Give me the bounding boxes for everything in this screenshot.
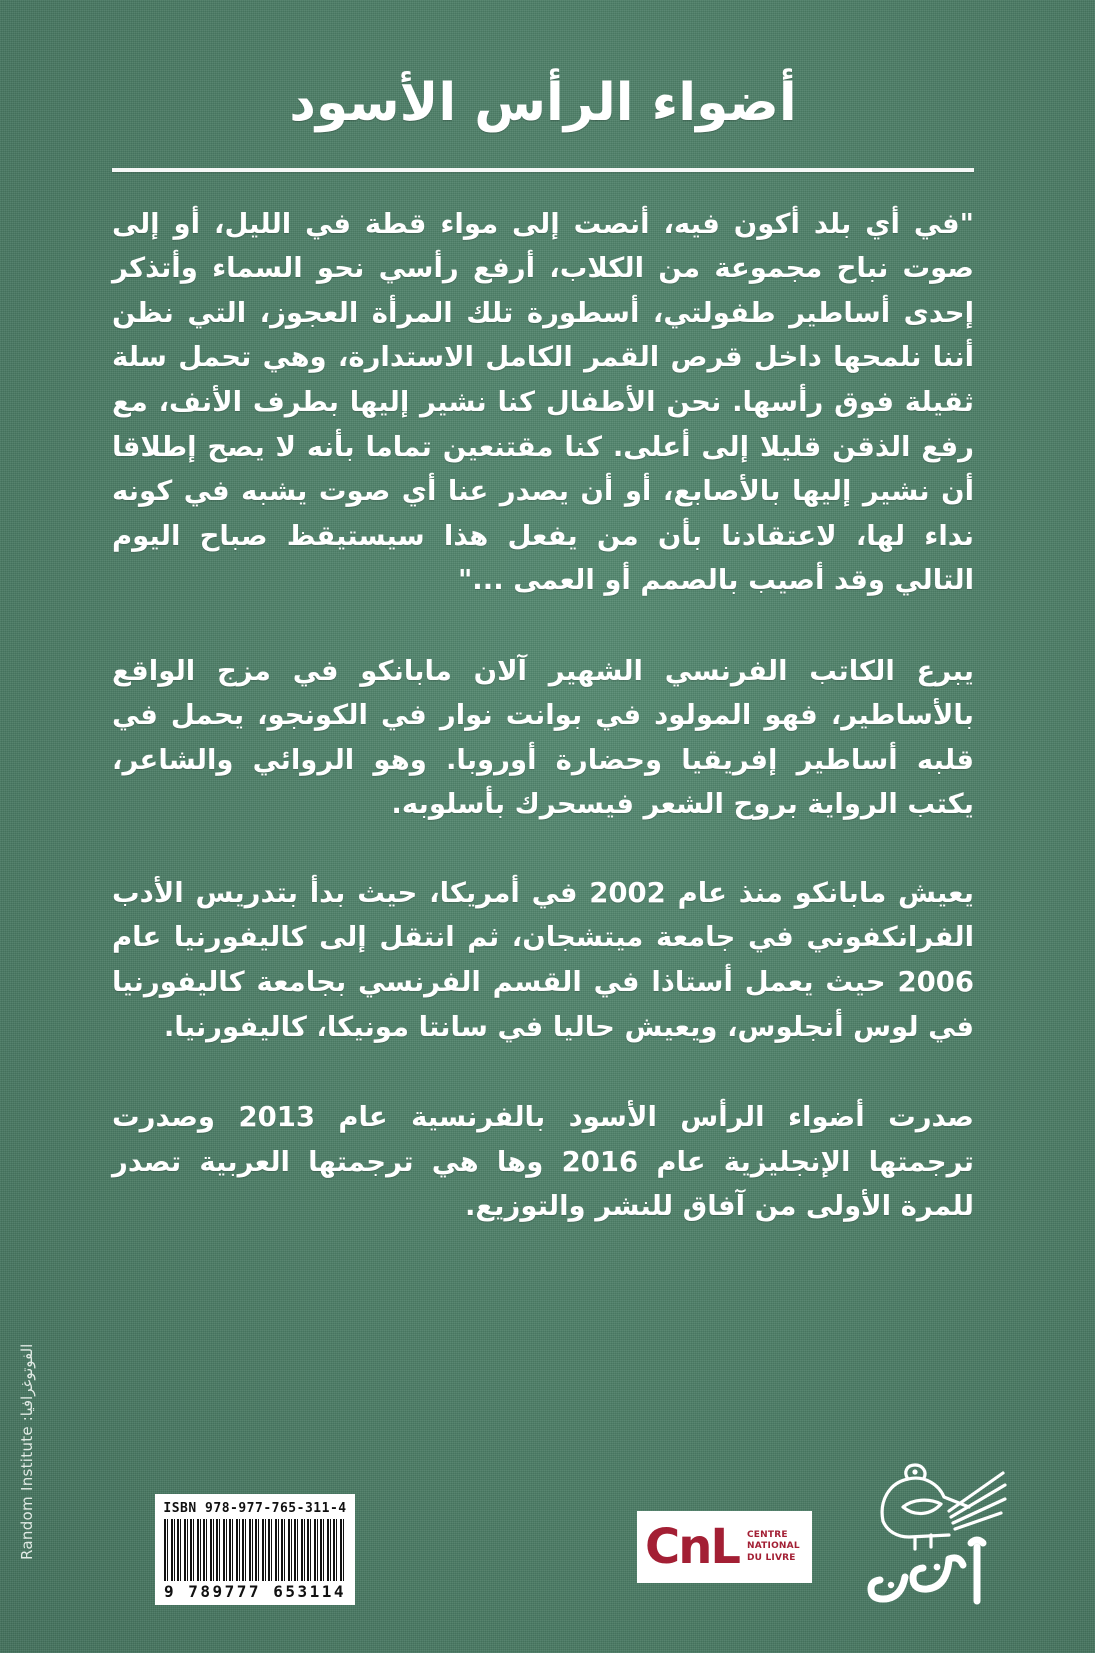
book-title: أضواء الرأس الأسود	[289, 73, 797, 133]
publisher-wordmark	[871, 1540, 983, 1601]
cnl-line-2: NATIONAL	[746, 1541, 800, 1552]
quote-paragraph: "في أي بلد أكون فيه، أنصت إلى مواء قطة في الليل، أو إلى صوت نباح مجموعة من الكلاب، أرفع رأسي نحو السماء وأتذكر إحدى أساطير طفولتي، أسطورة تلك المرأة العجوز، التي نظن أننا نلمحها داخل قرص القمر الكامل الاستدارة، وهي تحمل سلة ثقيلة فوق رأسها. نحن الأطفال كنا نشير إليها بطرف الأنف، مع رفع الذقن قليلا إلى أعلى. كنا مقتنعين تماما بأنه لا يصح إطلاقا أن نشير إليها بالأصابع، أو أن يصدر عنا أي صوت يشبه في كونه نداء لها، لاعتقادنا بأن من يفعل هذا سيستيقظ صباح اليوم التالي وقد أصيب بالصمم أو العمى ..."	[112, 207, 974, 597]
publisher-logo	[845, 1425, 1015, 1615]
cnl-line-3: DU LIVRE	[746, 1552, 796, 1563]
cnl-line-1: CENTRE	[746, 1530, 788, 1541]
cover-footer	[0, 1353, 1095, 1653]
author-paragraph: يبرع الكاتب الفرنسي الشهير آلان مابانكو في مزج الواقع بالأساطير، فهو المولود في بوانت نوار في الكونجو، يحمل في قلبه أساطير إفريقيا وحضارة أوروبا. وهو الروائي والشاعر، يكتب الرواية بروح الشعر فيسحرك بأسلوبه.	[112, 654, 974, 821]
photography-credit-text: الفوتوغرافيا: Random Institute	[18, 1343, 36, 1560]
isbn-barcode	[155, 1494, 355, 1605]
isbn-label: ISBN 978-977-765-311-4	[163, 1501, 347, 1516]
barcode-digits: 9 789777 653114	[164, 1582, 346, 1601]
cnl-logo	[637, 1511, 812, 1583]
barcode-bars	[164, 1519, 346, 1581]
biography-paragraph: يعيش مابانكو منذ عام 2002 في أمريكا، حيث بدأ بتدريس الأدب الفرانكفوني في جامعة ميتشجان، ثم انتقل إلى كاليفورنيا عام 2006 حيث يعمل أستاذا في القسم الفرنسي بجامعة كاليفورنيا في لوس أنجلوس، ويعيش حاليا في سانتا مونيكا، كاليفورنيا.	[112, 876, 974, 1043]
title-divider	[112, 168, 974, 172]
bird-icon	[882, 1465, 1005, 1549]
publication-paragraph: صدرت أضواء الرأس الأسود بالفرنسية عام 2013 وصدرت ترجمتها الإنجليزية عام 2016 وها هي ترجمتها العربية تصدر للمرة الأولى من آفاق للنشر والتوزيع.	[112, 1101, 975, 1223]
cnl-wordmark	[747, 1530, 800, 1564]
cnl-monogram: CnL	[645, 1519, 739, 1575]
